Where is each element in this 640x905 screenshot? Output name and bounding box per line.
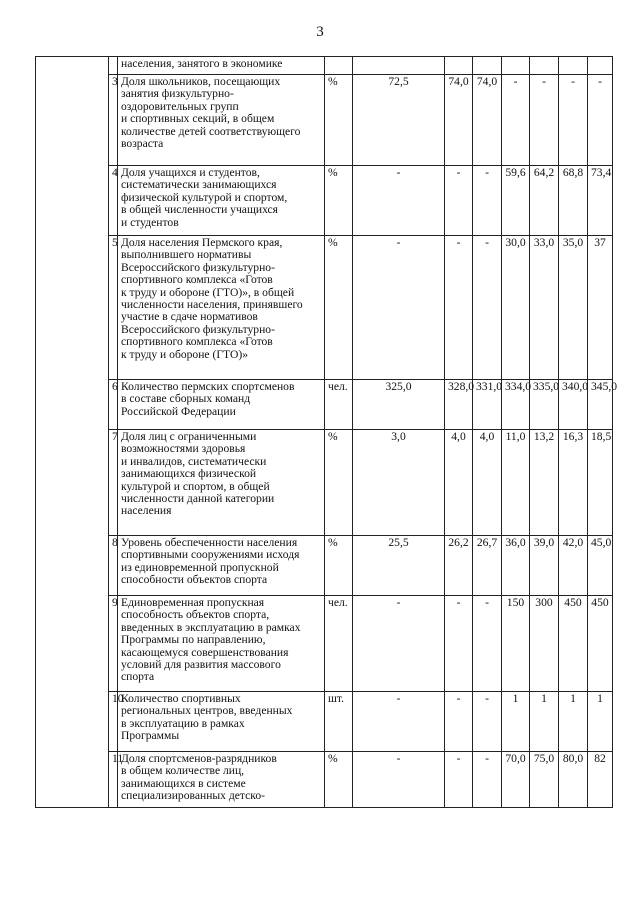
value-cell: 35,0: [559, 236, 588, 380]
value-cell: 26,2: [445, 536, 473, 596]
value-cell: 4,0: [473, 430, 502, 536]
row-number: 7: [109, 430, 118, 536]
value-cell: 45,0: [588, 536, 613, 596]
unit-cell: %: [325, 166, 353, 236]
value-cell: 334,0: [502, 380, 530, 430]
value-cell: 325,0: [353, 380, 445, 430]
value-cell: -: [445, 596, 473, 692]
row-number: 5: [109, 236, 118, 380]
indicator-name: Доля спортсменов-разрядников в общем количестве лиц, занимающихся в системе специализированных детско-: [118, 752, 325, 808]
unit-cell: %: [325, 752, 353, 808]
blank-margin-cell: [36, 57, 109, 808]
value-cell: 64,2: [530, 166, 559, 236]
value-cell: 328,0: [445, 380, 473, 430]
value-cell: -: [445, 692, 473, 752]
value-cell: 25,5: [353, 536, 445, 596]
indicator-name: Доля лиц с ограниченными возможностями здоровья и инвалидов, систематически занимающихся физической культурой и спортом, в общей численности данной категории населения: [118, 430, 325, 536]
value-cell: [530, 57, 559, 75]
unit-cell: %: [325, 75, 353, 166]
value-cell: 72,5: [353, 75, 445, 166]
value-cell: [559, 57, 588, 75]
value-cell: -: [353, 692, 445, 752]
value-cell: 150: [502, 596, 530, 692]
value-cell: -: [588, 75, 613, 166]
value-cell: 37: [588, 236, 613, 380]
value-cell: 68,8: [559, 166, 588, 236]
indicator-name: Доля учащихся и студентов, систематически занимающихся физической культурой и спортом, в общей численности учащихся и студентов: [118, 166, 325, 236]
page-number: 3: [316, 24, 324, 40]
value-cell: -: [353, 236, 445, 380]
row-number: 9: [109, 596, 118, 692]
value-cell: -: [502, 75, 530, 166]
value-cell: [502, 57, 530, 75]
value-cell: 300: [530, 596, 559, 692]
value-cell: 75,0: [530, 752, 559, 808]
table-row: [36, 536, 613, 596]
value-cell: -: [473, 166, 502, 236]
value-cell: -: [445, 166, 473, 236]
value-cell: -: [473, 596, 502, 692]
value-cell: 73,4: [588, 166, 613, 236]
indicator-name: Единовременная пропускная способность объектов спорта, введенных в эксплуатацию в рамках Программы по направлению, касающемуся совершенствования условий для развития массового спорта: [118, 596, 325, 692]
value-cell: 4,0: [445, 430, 473, 536]
value-cell: -: [473, 236, 502, 380]
value-cell: 450: [588, 596, 613, 692]
value-cell: 42,0: [559, 536, 588, 596]
indicator-name: Уровень обеспеченности населения спортивными сооружениями исходя из единовременной пропускной способности объектов спорта: [118, 536, 325, 596]
table-row: [36, 236, 613, 380]
unit-cell: %: [325, 236, 353, 380]
value-cell: -: [530, 75, 559, 166]
value-cell: -: [353, 596, 445, 692]
row-number: 3: [109, 75, 118, 166]
row-number: 6: [109, 380, 118, 430]
value-cell: 59,6: [502, 166, 530, 236]
table-row: [36, 752, 613, 808]
value-cell: 39,0: [530, 536, 559, 596]
unit-cell: %: [325, 430, 353, 536]
value-cell: 82: [588, 752, 613, 808]
table-row: [36, 430, 613, 536]
value-cell: 26,7: [473, 536, 502, 596]
value-cell: 1: [588, 692, 613, 752]
row-number: 4: [109, 166, 118, 236]
unit-cell: шт.: [325, 692, 353, 752]
value-cell: 18,5: [588, 430, 613, 536]
value-cell: 1: [559, 692, 588, 752]
value-cell: 1: [502, 692, 530, 752]
indicator-name: Количество пермских спортсменов в составе сборных команд Российской Федерации: [118, 380, 325, 430]
value-cell: -: [353, 752, 445, 808]
value-cell: 30,0: [502, 236, 530, 380]
table-row: [36, 57, 613, 75]
value-cell: 74,0: [445, 75, 473, 166]
indicator-name: Количество спортивных региональных центров, введенных в эксплуатацию в рамках Программы: [118, 692, 325, 752]
row-number: 11: [109, 752, 118, 808]
unit-cell: %: [325, 536, 353, 596]
row-number: 8: [109, 536, 118, 596]
indicator-name: Доля школьников, посещающих занятия физкультурно- оздоровительных групп и спортивных секций, в общем количестве детей соответствующего возраста: [118, 75, 325, 166]
indicators-table: [35, 56, 618, 808]
value-cell: 80,0: [559, 752, 588, 808]
value-cell: -: [473, 752, 502, 808]
row-number: 10: [109, 692, 118, 752]
table-row: [36, 166, 613, 236]
table-row: [36, 380, 613, 430]
row-number: [109, 57, 118, 75]
value-cell: 16,3: [559, 430, 588, 536]
indicator-name: населения, занятого в экономике: [118, 57, 325, 75]
value-cell: [353, 57, 445, 75]
unit-cell: чел.: [325, 596, 353, 692]
table-row: [36, 75, 613, 166]
value-cell: 345,0: [588, 380, 613, 430]
value-cell: 450: [559, 596, 588, 692]
value-cell: 335,0: [530, 380, 559, 430]
value-cell: 1: [530, 692, 559, 752]
value-cell: 13,2: [530, 430, 559, 536]
value-cell: 33,0: [530, 236, 559, 380]
table-row: [36, 692, 613, 752]
value-cell: 340,0: [559, 380, 588, 430]
value-cell: 3,0: [353, 430, 445, 536]
unit-cell: чел.: [325, 380, 353, 430]
value-cell: [588, 57, 613, 75]
value-cell: 70,0: [502, 752, 530, 808]
value-cell: 74,0: [473, 75, 502, 166]
value-cell: -: [559, 75, 588, 166]
indicator-name: Доля населения Пермского края, выполнившего нормативы Всероссийского физкультурно- спортивного комплекса «Готов к труду и обороне (ГТО)», в общей численности населения, принявшего участие в сдаче нормативов Всероссийского физкультурно- спортивного комплекса «Готов к труду и обороне (ГТО)»: [118, 236, 325, 380]
value-cell: -: [445, 752, 473, 808]
value-cell: 11,0: [502, 430, 530, 536]
value-cell: 36,0: [502, 536, 530, 596]
value-cell: [473, 57, 502, 75]
value-cell: [445, 57, 473, 75]
value-cell: 331,0: [473, 380, 502, 430]
value-cell: -: [473, 692, 502, 752]
table-row: [36, 596, 613, 692]
value-cell: -: [353, 166, 445, 236]
unit-cell: [325, 57, 353, 75]
value-cell: -: [445, 236, 473, 380]
